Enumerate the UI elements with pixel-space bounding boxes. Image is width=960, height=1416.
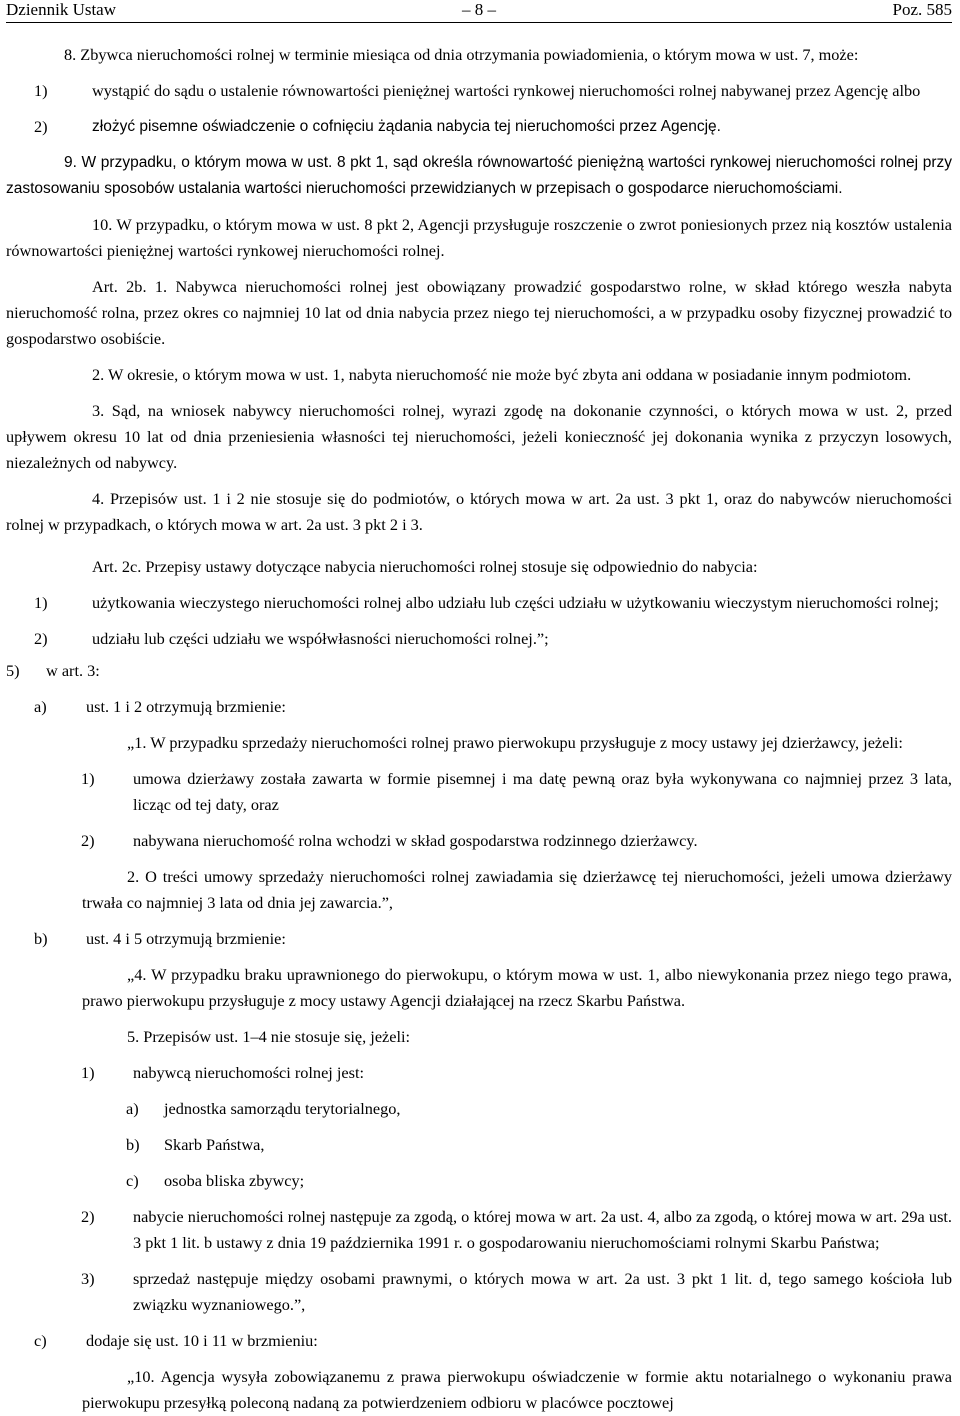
list-text: nabycie nieruchomości rolnej następuje za zgodą, o której mowa w art. 2a ust. 4, albo za zgodą, o której mowa w art. 29a ust. 3 pkt 1 lit. b ustawy z dnia 19 października 1991 r. o gospodarowaniu nieruchomościami rolnymi Skarbu Państwa; [133,1207,952,1252]
list-item [6,1096,952,1122]
page-header [6,0,952,23]
list-text: umowa dzierżawy została zawarta w formie pisemnej i ma datę pewną oraz była wykonywana co najmniej przez 3 lata, licząc od tej daty, oraz [133,769,952,814]
paragraph-art3-ust1: „1. W przypadku sprzedaży nieruchomości rolnej prawo pierwokupu przysługuje z mocy ustawy jej dzierżawcy, jeżeli: [127,733,903,752]
list-text: użytkowania wieczystego nieruchomości rolnej albo udziału lub części udziału w użytkowaniu wieczystym nieruchomości rolnej; [92,593,939,612]
list-text: dodaje się ust. 10 i 11 w brzmieniu: [86,1331,318,1350]
list-text: nabywana nieruchomość rolna wchodzi w skład gospodarstwa rodzinnego dzierżawcy. [133,831,698,850]
document-body [6,42,952,1416]
list-text: złożyć pisemne oświadczenie o cofnięciu żądania nabycia tej nieruchomości przez Agencję. [92,118,721,135]
list-item [6,694,952,720]
position-number: Poz. 585 [892,0,952,19]
paragraph-art3-ust4: „4. W przypadku braku uprawnionego do pierwokupu, o którym mowa w ust. 1, albo niewykonania przez niego tego prawa, prawo pierwokupu przysługuje z mocy ustawy Agencji działającej na rzecz Skarbu Państwa. [82,965,952,1010]
list-text: ust. 4 i 5 otrzymują brzmienie: [86,929,286,948]
paragraph-art2b-ust4: 4. Przepisów ust. 1 i 2 nie stosuje się do podmiotów, o których mowa w art. 2a ust. 3 pkt 1, oraz do nabywców nieruchomości rolnej w przypadkach, o których mowa w art. 2a ust. 3 pkt 2 i 3. [6,489,952,534]
list-item [6,1168,952,1194]
list-item [6,658,952,684]
list-marker: b) [126,1135,140,1154]
list-item [6,1204,952,1256]
paragraph-ust10: 10. W przypadku, o którym mowa w ust. 8 pkt 2, Agencji przysługuje roszczenie o zwrot poniesionych przez nią kosztów ustalenia równowartości pieniężnej wartości rynkowej nieruchomości rolnej. [6,215,952,260]
list-item [6,1328,952,1354]
list-marker: 2) [34,117,48,136]
list-marker: 1) [81,1063,95,1082]
list-text: w art. 3: [46,661,100,680]
list-marker: 1) [81,769,95,788]
list-item [6,828,952,854]
paragraph-art2b-ust1: Art. 2b. 1. Nabywca nieruchomości rolnej jest obowiązany prowadzić gospodarstwo rolne, w skład którego weszła nabyta nieruchomość rolna, przez okres co najmniej 10 lat od dnia nabycia przez niego tej nieruchomości, a w przypadku osoby fizycznej prowadzić to gospodarstwo osobiście. [6,277,952,348]
list-text: wystąpić do sądu o ustalenie równowartości pieniężnej wartości rynkowej nieruchomości rolnej nabywanej przez Agencję albo [92,81,921,100]
list-item [6,626,952,652]
list-marker: a) [126,1099,139,1118]
list-marker: a) [34,697,47,716]
list-text: nabywcą nieruchomości rolnej jest: [133,1063,365,1082]
list-item [6,766,952,818]
list-item [6,1266,952,1318]
list-marker: 2) [81,1207,95,1226]
list-marker: 1) [34,593,48,612]
paragraph-art3-ust10: „10. Agencja wysyła zobowiązanemu z prawa pierwokupu oświadczenie w formie aktu notarialnego o wykonaniu prawa pierwokupu przesyłką poleconą nadaną za potwierdzeniem odbioru w placówce pocztowej [82,1367,952,1412]
list-text: sprzedaż następuje między osobami prawnymi, o których mowa w art. 2a ust. 3 pkt 1 lit. d, tego samego kościoła lub związku wyznaniowego.”, [133,1269,952,1314]
list-item [6,590,952,616]
list-marker: 2) [81,831,95,850]
paragraph-ust9: 9. W przypadku, o którym mowa w ust. 8 pkt 1, sąd określa równowartość pieniężną wartości rynkowej nieruchomości rolnej przy zastosowaniu sposobów ustalania wartości nieruchomości przewidzianych w przepisach o gospodarce nieruchomościami. [6,154,952,197]
list-text: jednostka samorządu terytorialnego, [164,1099,401,1118]
list-marker: 5) [6,661,20,680]
list-text: udziału lub części udziału we współwłasności nieruchomości rolnej.”; [92,629,549,648]
list-text: ust. 1 i 2 otrzymują brzmienie: [86,697,286,716]
paragraph-ust8: 8. Zbywca nieruchomości rolnej w terminie miesiąca od dnia otrzymania powiadomienia, o którym mowa w ust. 7, może: [64,45,859,64]
list-text: osoba bliska zbywcy; [164,1171,305,1190]
paragraph-art3-ust2: 2. O treści umowy sprzedaży nieruchomości rolnej zawiadamia się dzierżawcę tej nieruchomości, jeżeli umowa dzierżawy trwała co najmniej 3 lata od dnia jej zawarcia.”, [82,867,952,912]
page-number: – 8 – [462,0,496,19]
list-marker: 2) [34,629,48,648]
paragraph-art2b-ust3: 3. Sąd, na wniosek nabywcy nieruchomości rolnej, wyrazi zgodę na dokonanie czynności, o których mowa w ust. 2, przed upływem okresu 10 lat od dnia przeniesienia własności tej nieruchomości, jeżeli konieczność jej dokonania wynika z przyczyn losowych, niezależnych od nabywcy. [6,401,952,472]
list-marker: b) [34,929,48,948]
list-item [6,78,952,104]
list-item [6,926,952,952]
list-text: Skarb Państwa, [164,1135,265,1154]
paragraph-art2c: Art. 2c. Przepisy ustawy dotyczące nabycia nieruchomości rolnej stosuje się odpowiednio do nabycia: [92,557,758,576]
list-marker: 1) [34,81,48,100]
journal-title: Dziennik Ustaw [6,0,117,19]
list-marker: c) [34,1331,47,1350]
list-marker: c) [126,1171,139,1190]
paragraph-art2b-ust2: 2. W okresie, o którym mowa w ust. 1, nabyta nieruchomość nie może być zbyta ani oddana w posiadanie innym podmiotom. [92,365,912,384]
list-item [6,1132,952,1158]
list-item [6,1060,952,1086]
list-marker: 3) [81,1269,95,1288]
list-item [6,114,952,140]
paragraph-art3-ust5: 5. Przepisów ust. 1–4 nie stosuje się, jeżeli: [127,1027,411,1046]
